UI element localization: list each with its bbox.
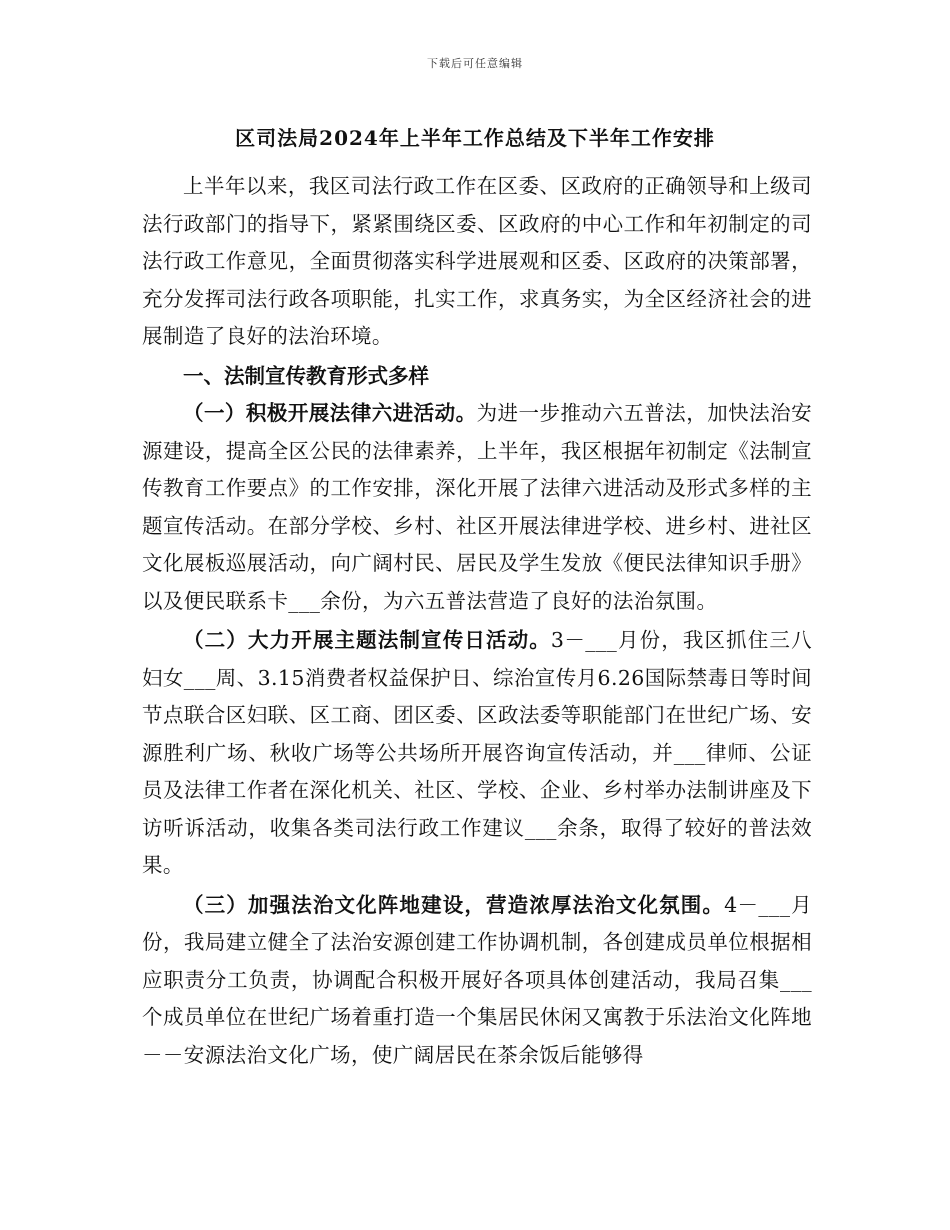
section-heading: 一、法制宣传教育形式多样 — [183, 363, 429, 388]
paragraph-item-1 — [142, 395, 812, 620]
paragraph-text: 为进一步推动六五普法，加快法治安源建设，提高全区公民的法律素养，上半年，我区根据年初制定《法制宣传教育工作要点》的工作安排，深化开展了法律六进活动及形式多样的主题宣传活动。在部分学校、乡村、社区开展法律进学校、进乡村、进社区文化展板巡展活动，向广阔村民、居民及学生发放《便民法律知识手册》以及便民联系卡___余份，为六五普法营造了良好的法治氛围。 — [142, 401, 812, 613]
paragraph-text: 4－___月份，我局建立健全了法治安源创建工作协调机制，各创建成员单位根据相应职责分工负责，协调配合积极开展好各项具体创建活动，我局召集___个成员单位在世纪广场着重打造一个集居民休闲又寓教于乐法治文化阵地－－安源法治文化广场，使广阔居民在茶余饭后能够得 — [142, 892, 812, 1067]
intro-paragraph: 上半年以来，我区司法行政工作在区委、区政府的正确领导和上级司法行政部门的指导下，紧紧围绕区委、区政府的中心工作和年初制定的司法行政工作意见，全面贯彻落实科学进展观和区委、区政府的决策部署，充分发挥司法行政各项职能，扎实工作，求真务实，为全区经济社会的进展制造了良好的法治环境。 — [142, 174, 812, 348]
paragraph-item-2 — [142, 622, 812, 885]
document-title: 区司法局2024年上半年工作总结及下半年工作安排 — [235, 126, 715, 150]
header-note: 下载后可任意编辑 — [427, 57, 523, 70]
paragraph-lead: （一）积极开展法律六进活动。 — [183, 401, 477, 425]
document-body — [142, 168, 812, 1074]
paragraph-lead: （三）加强法治文化阵地建设，营造浓厚法治文化氛围。 — [183, 892, 725, 917]
paragraph-item-3 — [142, 887, 812, 1075]
paragraph-text: 3－___月份，我区抓住三八妇女___周、3.15消费者权益保护日、综治宣传月6.26国际禁毒日等时间节点联合区妇联、区工商、团区委、区政法委等职能部门在世纪广场、安源胜利广场、秋收广场等公共场所开展咨询宣传活动，并___律师、公证员及法律工作者在深化机关、社区、学校、企业、乡村举办法制讲座及下访听诉活动，收集各类司法行政工作建议___余条，取得了较好的普法效果。 — [142, 628, 812, 877]
paragraph-lead: （二）大力开展主题法制宣传日活动。 — [183, 628, 551, 652]
